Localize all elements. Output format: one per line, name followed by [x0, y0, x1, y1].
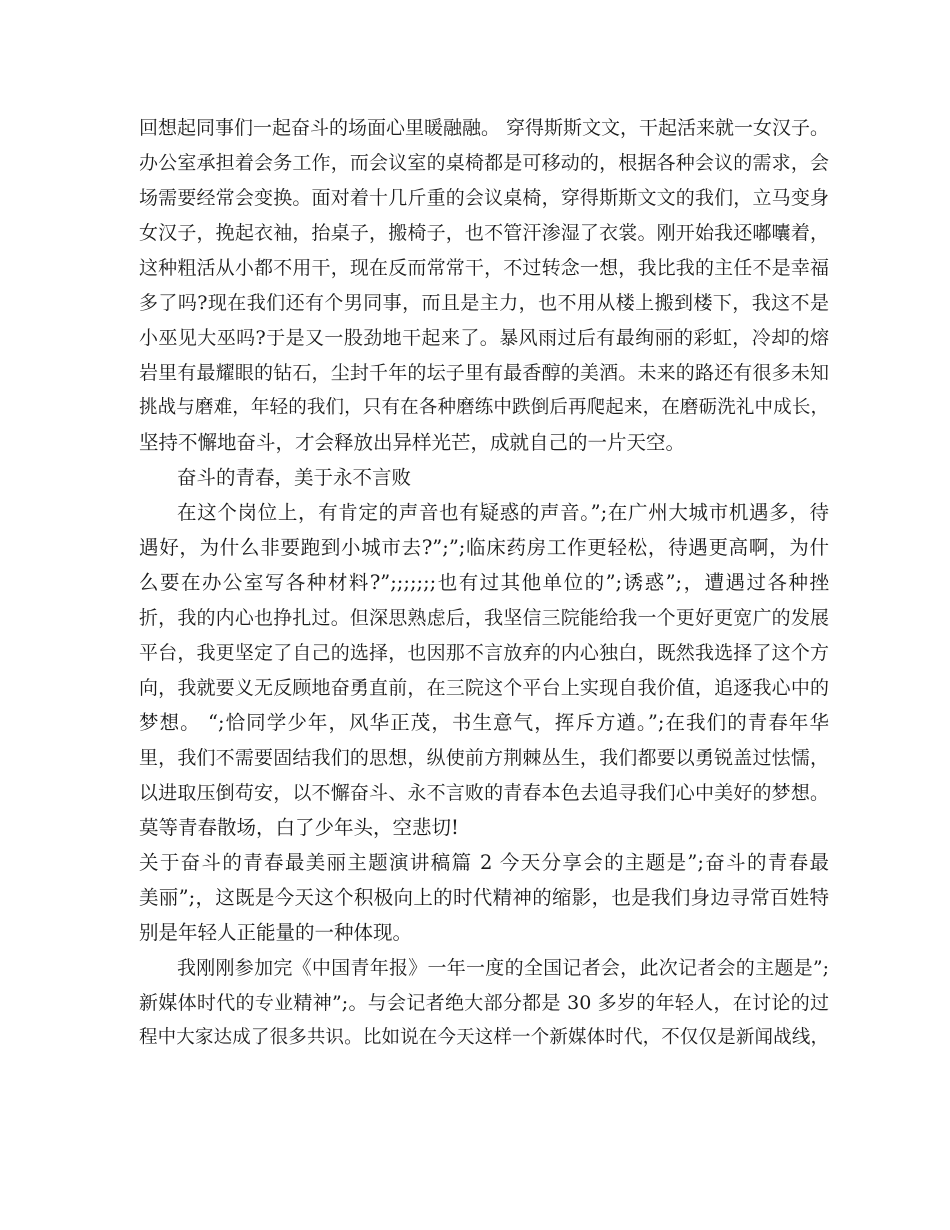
section-heading: 奋斗的青春，美于永不言败 — [177, 466, 412, 489]
text-line: 向，我就要义无反顾地奋勇直前，在三院这个平台上实现自我价值，追逐我心中的 — [139, 677, 829, 699]
text-line: 办公室承担着会务工作，而会议室的桌椅都是可移动的，根据各种会议的需求，会 — [139, 152, 829, 174]
text-line: 以进取压倒苟安，以不懈奋斗、永不言败的青春本色去追寻我们心中美好的梦想。 — [139, 782, 829, 804]
text-line: 么要在办公室写各种材料?”;;;;;;;也有过其他单位的”;诱惑”;，遭遇过各种挫 — [139, 571, 829, 594]
text-line: 在这个岗位上，有肯定的声音也有疑惑的声音。”;在广州大城市机遇多，待 — [177, 501, 829, 524]
text-line: 坚持不懈地奋斗，才会释放出异样光芒，成就自己的一片天空。 — [139, 431, 686, 454]
text-line: 新媒体时代的专业精神”;。与会记者绝大部分都是 30 多岁的年轻人，在讨论的过 — [139, 992, 829, 1014]
text-line: 莫等青春散场，白了少年头，空悲切! — [139, 816, 459, 839]
text-line: 别是年轻人正能量的一种体现。 — [139, 921, 413, 944]
text-line: 女汉子，挽起衣袖，抬桌子，搬椅子，也不管汗渗湿了衣裳。刚开始我还嘟囔着， — [139, 222, 829, 244]
text-line: 多了吗?现在我们还有个男同事，而且是主力，也不用从楼上搬到楼下，我这不是 — [139, 292, 829, 314]
text-line: 我刚刚参加完《中国青年报》一年一度的全国记者会，此次记者会的主题是”; — [177, 957, 829, 979]
text-line: 折，我的内心也挣扎过。但深思熟虑后，我坚信三院能给我一个更好更宽广的发展 — [139, 607, 829, 629]
article-title-line: 关于奋斗的青春最美丽主题演讲稿篇 2 今天分享会的主题是”;奋斗的青春最 — [139, 851, 829, 874]
text-line: 遇好，为什么非要跑到小城市去?”;”;临床药房工作更轻松，待遇更高啊，为什 — [139, 536, 829, 559]
text-line: 回想起同事们一起奋斗的场面心里暖融融。 穿得斯斯文文，干起活来就一女汉子。 — [139, 117, 830, 139]
text-line: 美丽”;，这既是今天这个积极向上的时代精神的缩影，也是我们身边寻常百姓特 — [139, 886, 829, 909]
text-line: 岩里有最耀眼的钻石，尘封千年的坛子里有最香醇的美酒。未来的路还有很多未知 — [139, 362, 829, 384]
text-line: 程中大家达成了很多共识。比如说在今天这样一个新媒体时代，不仅仅是新闻战线， — [139, 1027, 829, 1048]
text-line: 小巫见大巫吗?于是又一股劲地干起来了。暴风雨过后有最绚丽的彩虹，冷却的熔 — [139, 327, 829, 349]
text-line: 挑战与磨难，年轻的我们，只有在各种磨练中跌倒后再爬起来，在磨砺洗礼中成长， — [139, 397, 829, 418]
text-line: 里，我们不需要固结我们的思想，纵使前方荆棘丛生，我们都要以勇锐盖过怯懦， — [139, 747, 829, 769]
text-line: 场需要经常会变换。面对着十几斤重的会议桌椅，穿得斯斯文文的我们，立马变身 — [139, 187, 829, 209]
text-line: 这种粗活从小都不用干，现在反而常常干，不过转念一想，我比我的主任不是幸福 — [139, 257, 829, 279]
text-line: 梦想。 “;恰同学少年，风华正茂，书生意气，挥斥方遒。”;在我们的青春年华 — [139, 711, 829, 734]
text-line: 平台，我更坚定了自己的选择，也因那不言放弃的内心独白，既然我选择了这个方 — [139, 642, 829, 664]
